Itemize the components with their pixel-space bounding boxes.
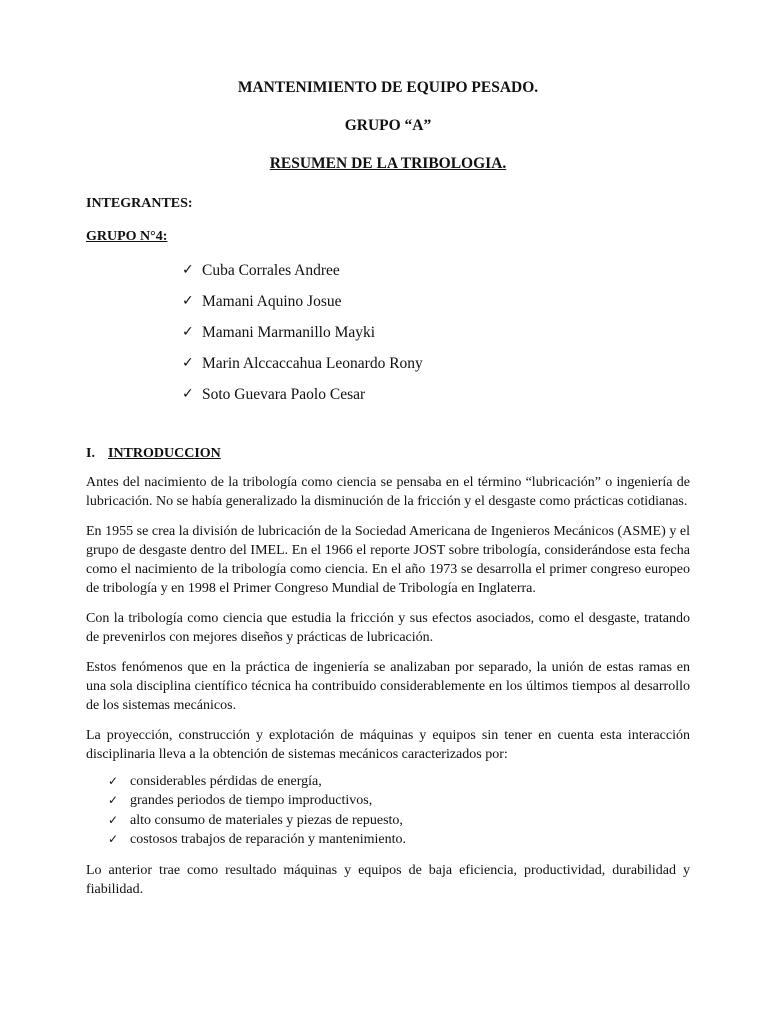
list-item-text: costosos trabajos de reparación y mantenimiento. xyxy=(130,832,407,847)
checkmark-icon: ✓ xyxy=(108,793,119,807)
member-item xyxy=(182,387,690,418)
member-item xyxy=(182,325,690,356)
paragraph: En 1955 se crea la división de lubricación de la Sociedad Americana de Ingenieros Mecánicos (ASME) y el grupo de desgaste dentro del IMEL. En el 1966 el reporte JOST sobre tribología, considerándose esta fecha como el nacimiento de la tribología como ciencia. En el año 1973 se desarrolla el primer congreso europeo de tribología y en 1998 el Primer Congreso Mundial de Tribología en Inglaterra. xyxy=(86,523,690,596)
checkmark-icon: ✓ xyxy=(108,773,119,788)
member-name: Mamani Marmanillo Mayki xyxy=(202,323,376,341)
document-title: MANTENIMIENTO DE EQUIPO PESADO. xyxy=(237,79,539,96)
checkmark-icon: ✓ xyxy=(182,354,194,371)
member-name: Mamani Aquino Josue xyxy=(202,292,342,310)
member-item xyxy=(182,263,690,294)
group-title: GRUPO “A” xyxy=(344,116,432,134)
member-name: Marin Alccaccahua Leonardo Rony xyxy=(202,354,423,372)
members-list xyxy=(182,263,690,418)
list-item xyxy=(108,791,690,811)
section-heading xyxy=(86,447,690,461)
integrantes-label: INTEGRANTES: xyxy=(86,195,193,211)
list-item-text: grandes periodos de tiempo improductivos, xyxy=(130,793,373,808)
group-number-label: GRUPO N°4: xyxy=(86,228,168,244)
list-item-text: alto consumo de materiales y piezas de repuesto, xyxy=(130,812,403,828)
consequences-list xyxy=(108,772,690,850)
paragraph: Antes del nacimiento de la tribología como ciencia se pensaba en el término “lubricación” o ingeniería de lubricación. No se había generalizado la disminución de la fricción y el desgaste como prácticas cotidianas. xyxy=(86,474,690,509)
member-name: Cuba Corrales Andree xyxy=(202,261,340,279)
list-item xyxy=(108,811,690,831)
section-number: I. xyxy=(86,445,95,461)
member-name: Soto Guevara Paolo Cesar xyxy=(202,385,366,403)
checkmark-icon: ✓ xyxy=(182,385,194,402)
member-item xyxy=(182,294,690,325)
checkmark-icon: ✓ xyxy=(182,261,194,278)
paragraph: Con la tribología como ciencia que estudia la fricción y sus efectos asociados, como el desgaste, tratando de prevenirlos con mejores diseños y prácticas de lubricación. xyxy=(86,610,690,645)
list-item-text: considerables pérdidas de energía, xyxy=(130,773,322,789)
paragraph: Estos fenómenos que en la práctica de ingeniería se analizaban por separado, la unión de estas ramas en una sola disciplina científico técnica ha contribuido considerablemente en los últimos tiempos al desarrollo de los sistemas mecánicos. xyxy=(86,659,690,713)
list-item xyxy=(108,772,690,792)
member-item xyxy=(182,356,690,387)
paragraph: La proyección, construcción y explotación de máquinas y equipos sin tener en cuenta esta interacción disciplinaria lleva a la obtención de sistemas mecánicos caracterizados por: xyxy=(86,727,690,762)
list-item xyxy=(108,830,690,850)
section-title: INTRODUCCION xyxy=(108,445,221,461)
closing-paragraph: Lo anterior trae como resultado máquinas y equipos de baja eficiencia, productividad, durabilidad y fiabilidad. xyxy=(86,862,690,897)
summary-title: RESUMEN DE LA TRIBOLOGIA. xyxy=(269,155,507,172)
checkmark-icon: ✓ xyxy=(182,323,194,340)
checkmark-icon: ✓ xyxy=(108,812,119,827)
checkmark-icon: ✓ xyxy=(108,832,119,846)
checkmark-icon: ✓ xyxy=(182,292,194,309)
